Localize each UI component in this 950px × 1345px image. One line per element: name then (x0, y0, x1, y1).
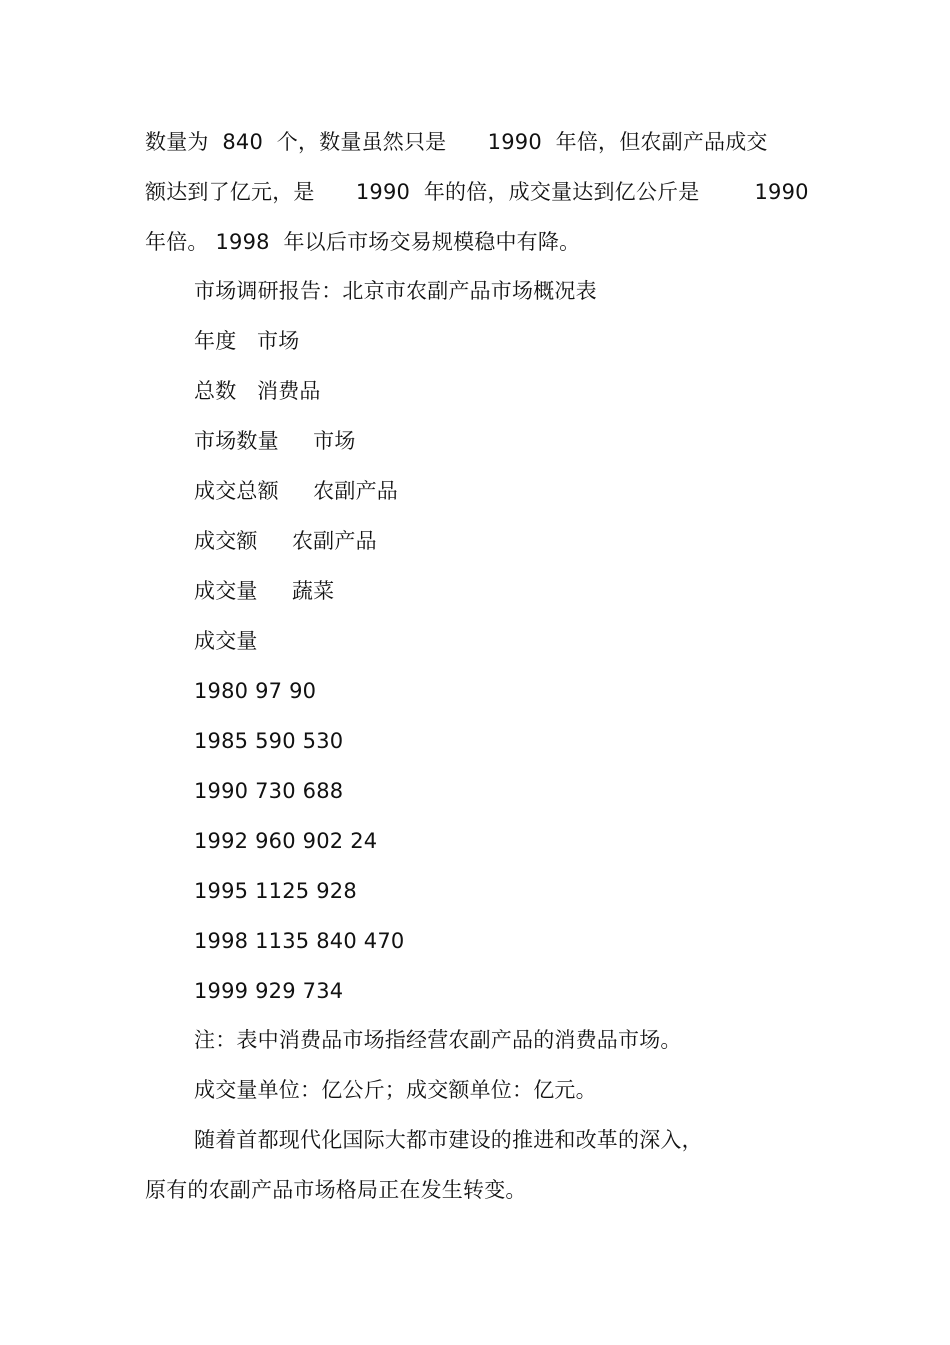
table-note: 注：表中消费品市场指经营农副产品的消费品市场。 (194, 1028, 682, 1052)
table-row: 1980 97 90 (194, 679, 317, 703)
table-row: 1999 929 734 (194, 979, 344, 1003)
table-row: 1990 730 688 (194, 779, 344, 803)
table-row: 1998 1135 840 470 (194, 929, 405, 953)
paragraph-line: 额达到了亿元，是 1990 年的倍，成交量达到亿公斤是 1990 (145, 180, 809, 204)
table-header-line: 总数 消费品 (194, 379, 321, 403)
table-header-line: 成交额 农副产品 (194, 529, 377, 553)
table-header-line: 年度 市场 (194, 329, 300, 353)
paragraph-line: 数量为 840 个，数量虽然只是 1990 年倍，但农副产品成交 (145, 130, 768, 154)
table-note: 成交量单位：亿公斤；成交额单位：亿元。 (194, 1078, 597, 1102)
table-header-line: 成交量 (194, 629, 258, 653)
table-row: 1985 590 530 (194, 729, 344, 753)
paragraph-line: 原有的农副产品市场格局正在发生转变。 (145, 1178, 527, 1202)
table-row: 1995 1125 928 (194, 879, 357, 903)
paragraph-line: 年倍。 1998 年以后市场交易规模稳中有降。 (145, 230, 581, 254)
paragraph-line: 随着首都现代化国际大都市建设的推进和改革的深入， (194, 1128, 703, 1152)
table-header-line: 成交量 蔬菜 (194, 579, 335, 603)
table-header-line: 市场数量 市场 (194, 429, 356, 453)
table-title: 市场调研报告：北京市农副产品市场概况表 (194, 279, 597, 303)
table-row: 1992 960 902 24 (194, 829, 378, 853)
table-header-line: 成交总额 农副产品 (194, 479, 398, 503)
